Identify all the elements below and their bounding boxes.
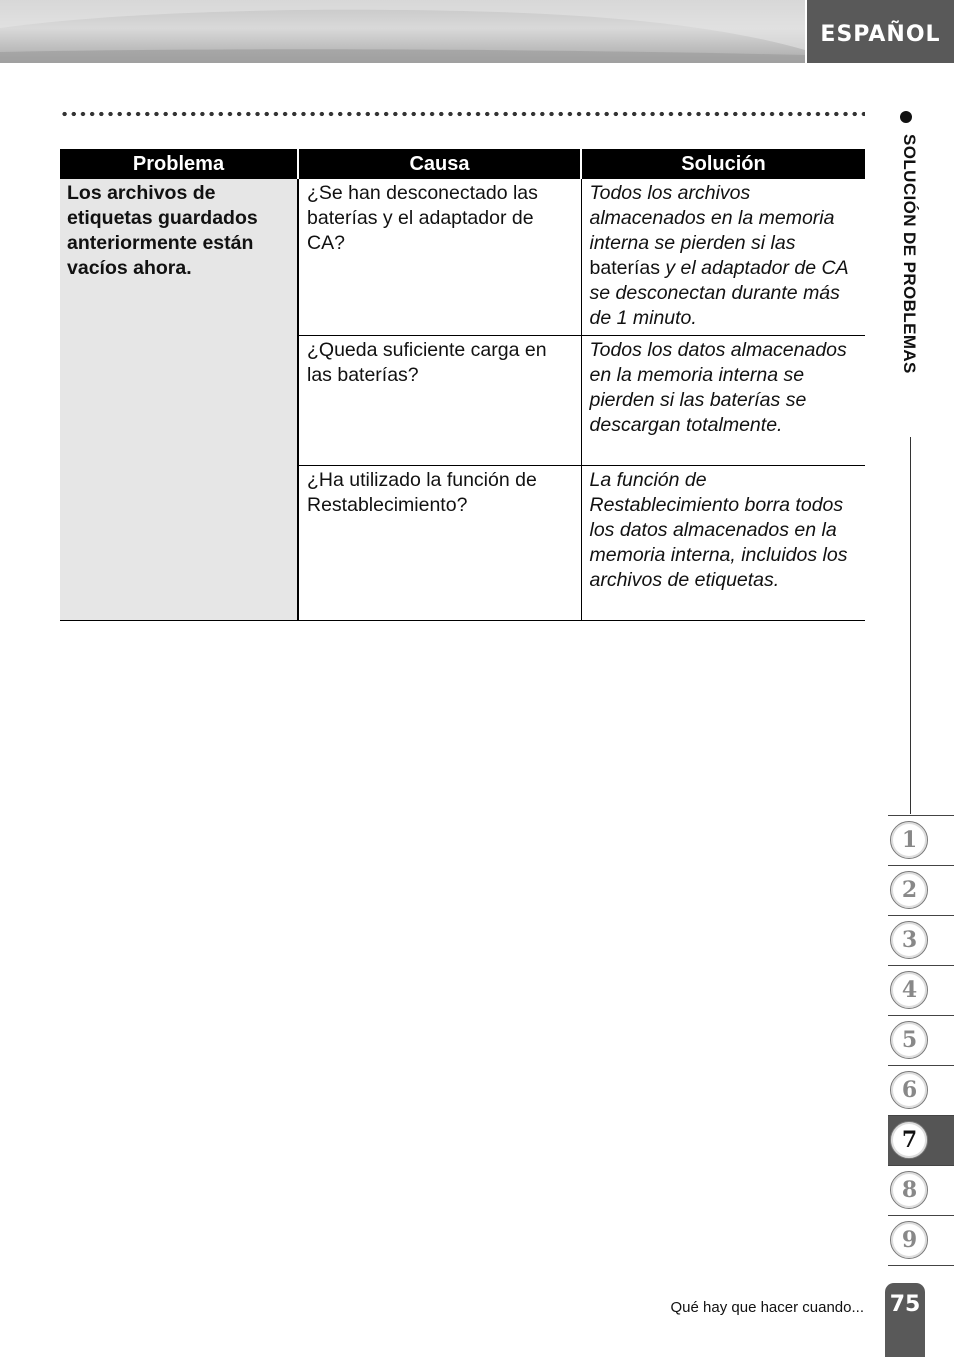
language-label: ESPAÑOL	[820, 22, 941, 47]
chapter-tab-8[interactable]: 8	[888, 1165, 954, 1215]
chapter-tab-5[interactable]: 5	[888, 1015, 954, 1065]
chapter-tab-2[interactable]: 2	[888, 865, 954, 915]
header-problem: Problema	[60, 149, 298, 179]
header-swoosh	[0, 0, 805, 63]
table-header-row	[60, 149, 865, 179]
solution-text-upright: baterías	[589, 257, 660, 279]
chapter-tab-4[interactable]: 4	[888, 965, 954, 1015]
cause-cell: ¿Queda suficiente carga en las baterías?	[298, 336, 581, 466]
solution-cell: Todos los datos almacenados en la memoria interna se pierden si las baterías se descargan totalmente.	[581, 336, 865, 466]
troubleshooting-table	[60, 149, 865, 621]
solution-cell	[581, 179, 865, 336]
chapter-tab-7[interactable]: 7	[888, 1115, 954, 1165]
section-title-text: SOLUCIÓN DE PROBLEMAS	[900, 134, 919, 374]
header-cause: Causa	[298, 149, 581, 179]
chapter-tab-1[interactable]: 1	[888, 815, 954, 865]
bullet-icon	[900, 111, 912, 123]
dotted-divider	[60, 110, 865, 118]
solution-text: Todos los archivos almacenados en la memoria interna se pierden si las	[589, 182, 835, 254]
solution-cell: La función de Restablecimiento borra todos los datos almacenados en la memoria interna, incluidos los archivos de etiquetas.	[581, 466, 865, 621]
chapter-tab-6[interactable]: 6	[888, 1065, 954, 1115]
chapter-tab-3[interactable]: 3	[888, 915, 954, 965]
header-solution: Solución	[581, 149, 865, 179]
table-row	[60, 179, 865, 336]
chapter-tab-9[interactable]: 9	[888, 1215, 954, 1266]
chapter-tabs	[888, 815, 954, 1266]
side-divider	[910, 437, 911, 814]
problem-cell	[60, 179, 298, 621]
page-number: 75	[889, 1292, 921, 1317]
section-title	[892, 134, 922, 424]
footer-section-text: Qué hay que hacer cuando...	[670, 1299, 864, 1316]
cause-cell: ¿Se han desconectado las baterías y el adaptador de CA?	[298, 179, 581, 336]
problem-text: Los archivos de etiquetas guardados anteriormente están vacíos ahora.	[67, 182, 258, 279]
cause-cell: ¿Ha utilizado la función de Restablecimiento?	[298, 466, 581, 621]
solution-text: y el adaptador de CA se desconectan durante más de 1 minuto.	[589, 257, 848, 329]
